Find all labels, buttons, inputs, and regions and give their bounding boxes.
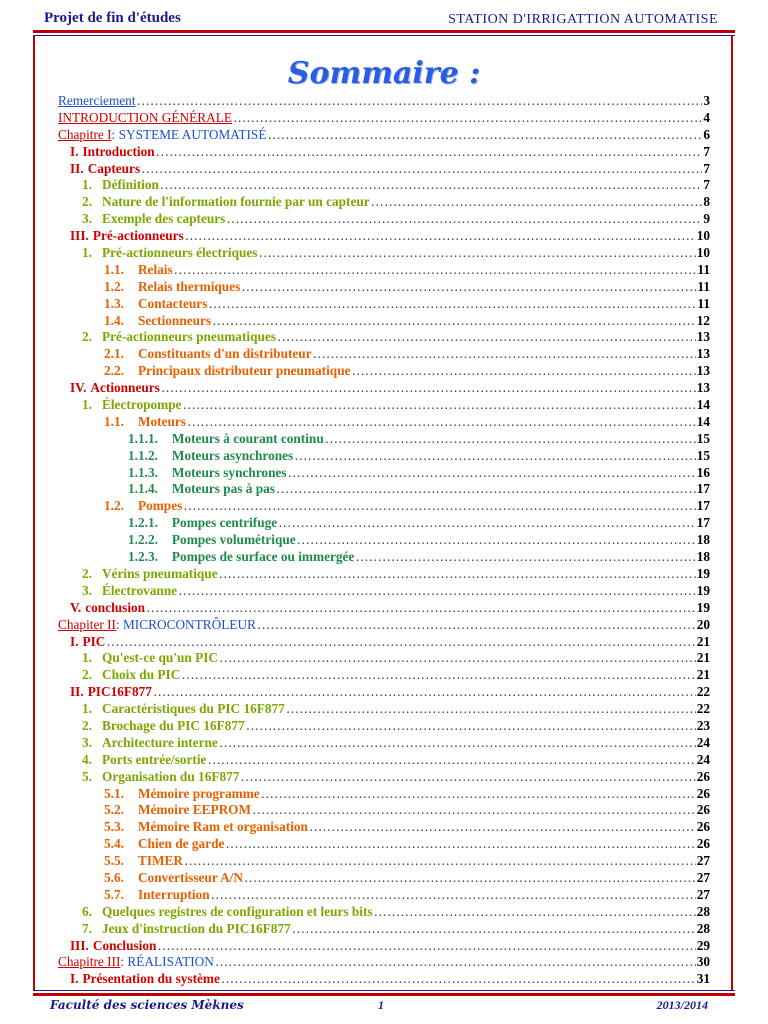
toc-entry-leader: [258, 245, 695, 261]
toc-entry[interactable]: [58, 667, 710, 684]
toc-entry-page: 29: [696, 937, 710, 953]
toc-entry[interactable]: [58, 735, 710, 752]
toc-entry-label: Brochage du PIC 16F877: [101, 717, 245, 733]
toc-entry-page: 17: [696, 481, 710, 497]
toc-entry-page: 26: [696, 768, 710, 784]
toc-entry-label: Présentation du système: [82, 971, 220, 987]
toc-entry-leader: [233, 110, 702, 126]
toc-entry[interactable]: [58, 296, 710, 313]
toc-entry-leader: [292, 921, 696, 937]
toc-entry-label: : RÉALISATION: [120, 954, 214, 970]
toc-entry-page: 27: [696, 853, 710, 869]
toc-entry-page: 19: [696, 582, 710, 598]
toc-entry[interactable]: [58, 313, 710, 330]
toc-entry-page: 14: [696, 413, 710, 429]
toc-entry-number: 6.: [82, 903, 92, 919]
toc-entry[interactable]: [58, 938, 710, 955]
toc-entry[interactable]: [58, 650, 710, 667]
toc-entry-number: 5.4.: [104, 836, 124, 852]
toc-entry-number: 2.1.: [104, 346, 124, 362]
toc-entry[interactable]: [58, 329, 710, 346]
toc-entry-page: 19: [696, 599, 710, 615]
toc-entry-label: Nature de l'information fournie par un capteur: [101, 194, 370, 210]
toc-entry-page: 13: [696, 380, 710, 396]
toc-entry-page: 17: [696, 515, 710, 531]
toc-entry-page: 14: [696, 397, 710, 413]
toc-entry-label: Pompes: [137, 498, 183, 514]
toc-entry-leader: [297, 532, 696, 548]
toc-entry-page: 7: [703, 143, 710, 159]
toc-entry-page: 15: [696, 447, 710, 463]
toc-entry-number: 2.: [82, 194, 92, 210]
toc-entry-label: Vérins pneumatique: [101, 565, 218, 581]
toc-entry-label: Mémoire EEPROM: [137, 802, 252, 818]
toc-entry-leader: [153, 684, 696, 700]
toc-entry-page: 13: [696, 363, 710, 379]
toc-entry-number: 1.2.2.: [128, 532, 158, 548]
toc-entry-leader: [246, 718, 696, 734]
toc-entry-leader: [352, 363, 696, 379]
toc-entry[interactable]: [58, 853, 710, 870]
toc-entry-label: Moteurs pas à pas: [171, 481, 275, 497]
toc-entry-number: III.: [70, 228, 89, 244]
toc-entry-label: Pré-actionneurs pneumatiques: [101, 329, 276, 345]
toc-entry-leader: [325, 431, 696, 447]
toc-entry-label: Convertisseur A/N: [137, 869, 243, 885]
toc-entry-number: 1.4.: [104, 312, 124, 328]
toc-entry-leader: [219, 650, 696, 666]
toc-entry-page: 24: [696, 751, 710, 767]
toc-entry-label: Moteurs à courant continu: [171, 430, 324, 446]
toc-entry-page: 21: [696, 650, 710, 666]
toc-entry[interactable]: [58, 211, 710, 228]
toc-entry-leader: [161, 380, 696, 396]
toc-entry-page: 26: [696, 785, 710, 801]
toc-entry-label: Actionneurs: [90, 380, 160, 396]
toc-entry-leader: [184, 853, 696, 869]
toc-entry[interactable]: [58, 414, 710, 431]
toc-entry-label: Constituants d'un distributeur: [137, 346, 312, 362]
toc-entry-number: 5.7.: [104, 886, 124, 902]
toc-entry[interactable]: [58, 93, 710, 110]
footer-page-number: 1: [378, 998, 384, 1012]
toc-entry-leader: [309, 819, 696, 835]
toc-entry-label: Définition: [101, 177, 159, 193]
toc-entry[interactable]: [58, 836, 710, 853]
toc-entry-leader: [219, 735, 696, 751]
toc-entry[interactable]: [58, 600, 710, 617]
toc-entry-label: Organisation du 16F877: [101, 768, 240, 784]
toc-entry[interactable]: [58, 245, 710, 262]
toc-entry[interactable]: [58, 921, 710, 938]
toc-entry-page: 26: [696, 819, 710, 835]
toc-entry-number: 2.: [82, 565, 92, 581]
toc-entry[interactable]: [58, 515, 710, 532]
toc-entry-leader: [240, 769, 695, 785]
toc-entry-page: 26: [696, 802, 710, 818]
toc-entry-page: 8: [703, 194, 710, 210]
toc-entry-number: 7.: [82, 920, 92, 936]
toc-entry-page: 4: [703, 109, 710, 125]
toc-entry[interactable]: [58, 870, 710, 887]
toc-entry-leader: [156, 144, 703, 160]
toc-entry-label: Jeux d'instruction du PIC16F877: [101, 920, 291, 936]
toc-entry-page: 23: [696, 717, 710, 733]
toc-entry[interactable]: [58, 971, 710, 988]
toc-entry-number: 1.1.: [104, 413, 124, 429]
toc-entry[interactable]: [58, 549, 710, 566]
toc-entry-number: 1.1.2.: [128, 447, 158, 463]
toc-entry[interactable]: [58, 397, 710, 414]
toc-entry[interactable]: [58, 498, 710, 515]
toc-entry-number: 5.1.: [104, 785, 124, 801]
toc-entry-label: TIMER: [137, 853, 184, 869]
toc-entry-page: 30: [696, 954, 710, 970]
toc-entry[interactable]: [58, 262, 710, 279]
toc-entry-leader: [183, 397, 696, 413]
toc-entry-label: Relais: [137, 261, 173, 277]
toc-entry-leader: [137, 93, 703, 109]
toc-entry-label: Contacteurs: [137, 295, 208, 311]
toc-entry-page: 13: [696, 329, 710, 345]
toc-entry-number: 1.2.: [104, 498, 124, 514]
toc-entry-leader: [278, 515, 696, 531]
toc-entry-leader: [313, 346, 696, 362]
toc-entry-leader: [288, 465, 696, 481]
toc-entry-number: 5.6.: [104, 869, 124, 885]
toc-entry[interactable]: [58, 127, 710, 144]
toc-entry-label: conclusion: [85, 599, 146, 615]
toc-entry-leader: [252, 802, 696, 818]
toc-entry-leader: [178, 583, 696, 599]
toc-entry-number: 1.1.1.: [128, 430, 158, 446]
toc-entry-label: Choix du PIC: [101, 667, 181, 683]
toc-entry-label: INTRODUCTION GÉNÉRALE: [58, 109, 232, 125]
toc-entry-leader: [226, 211, 702, 227]
toc-entry-number: Chapiter II: [58, 616, 116, 632]
toc-entry[interactable]: [58, 228, 710, 245]
toc-entry-page: 21: [696, 667, 710, 683]
toc-entry-leader: [371, 194, 703, 210]
toc-entry-leader: [219, 566, 696, 582]
toc-entry-number: 3.: [82, 582, 92, 598]
table-of-contents: [58, 93, 710, 988]
toc-entry[interactable]: [58, 161, 710, 178]
toc-entry-page: 27: [696, 869, 710, 885]
toc-entry-leader: [355, 549, 695, 565]
toc-entry-number: 2.2.: [104, 363, 124, 379]
toc-entry-leader: [212, 313, 696, 329]
toc-entry-page: 7: [703, 177, 710, 193]
toc-entry-label: Interruption: [137, 886, 210, 902]
toc-entry-label: Principaux distributeur pneumatique: [137, 363, 351, 379]
toc-entry-page: 6: [703, 126, 710, 142]
toc-entry-number: V.: [70, 599, 82, 615]
toc-entry-label: Mémoire Ram et organisation: [137, 819, 308, 835]
toc-entry[interactable]: [58, 194, 710, 211]
toc-entry-leader: [286, 701, 696, 717]
footer-year: 2013/2014: [656, 998, 708, 1012]
toc-entry-leader: [276, 481, 696, 497]
toc-entry-page: 18: [696, 549, 710, 565]
toc-entry-leader: [160, 177, 702, 193]
toc-entry-number: 1.3.: [104, 295, 124, 311]
header-project-title: Projet de fin d'études: [44, 10, 181, 26]
toc-entry-label: Quelques registres de configuration et leurs bits: [101, 903, 373, 919]
toc-entry-label: Exemple des capteurs: [101, 211, 226, 227]
toc-entry-label: Moteurs synchrones: [171, 464, 287, 480]
toc-entry-leader: [183, 498, 695, 514]
toc-entry-number: 1.: [82, 245, 92, 261]
toc-entry-page: 11: [697, 295, 710, 311]
toc-entry-label: Électropompe: [101, 397, 182, 413]
toc-entry-number: 3.: [82, 211, 92, 227]
toc-entry[interactable]: [58, 786, 710, 803]
toc-entry-page: 9: [703, 211, 710, 227]
toc-entry[interactable]: [58, 701, 710, 718]
toc-entry-leader: [157, 938, 695, 954]
toc-entry[interactable]: [58, 887, 710, 904]
toc-entry-number: 2.: [82, 329, 92, 345]
toc-entry-label: : SYSTEME AUTOMATISÉ: [111, 126, 267, 142]
toc-entry-page: 22: [696, 701, 710, 717]
toc-entry-number: 2.: [82, 667, 92, 683]
toc-entry[interactable]: [58, 465, 710, 482]
toc-entry[interactable]: [58, 363, 710, 380]
toc-entry-number: 1.: [82, 177, 92, 193]
toc-entry-page: 28: [696, 920, 710, 936]
toc-entry[interactable]: [58, 617, 710, 634]
toc-entry-page: 18: [696, 532, 710, 548]
toc-entry[interactable]: [58, 583, 710, 600]
toc-entry[interactable]: [58, 144, 710, 161]
toc-entry-page: 10: [696, 228, 710, 244]
toc-entry-number: IV.: [70, 380, 87, 396]
toc-entry-number: 1.2.3.: [128, 549, 158, 565]
toc-entry[interactable]: [58, 904, 710, 921]
toc-entry-label: PIC: [82, 633, 106, 649]
toc-entry-number: I.: [70, 633, 79, 649]
toc-entry[interactable]: [58, 448, 710, 465]
toc-entry-leader: [207, 752, 695, 768]
toc-entry-leader: [244, 870, 696, 886]
toc-entry-label: Pré-actionneurs: [92, 228, 184, 244]
header-document-title: STATION D'IRRIGATTION AUTOMATISE: [448, 12, 718, 27]
toc-entry-page: 17: [696, 498, 710, 514]
toc-entry-page: 11: [697, 278, 710, 294]
toc-entry-number: 1.2.1.: [128, 515, 158, 531]
toc-entry-leader: [208, 296, 696, 312]
toc-entry[interactable]: [58, 177, 710, 194]
toc-entry-number: I.: [70, 971, 79, 987]
toc-entry-label: Pré-actionneurs électriques: [101, 245, 258, 261]
toc-entry-leader: [141, 161, 702, 177]
toc-entry-number: 5.2.: [104, 802, 124, 818]
toc-entry-page: 27: [696, 886, 710, 902]
toc-entry-number: 1.1.: [104, 261, 124, 277]
toc-entry-page: 11: [697, 261, 710, 277]
toc-entry[interactable]: [58, 380, 710, 397]
toc-entry-leader: [185, 228, 696, 244]
toc-entry[interactable]: [58, 634, 710, 651]
toc-entry-number: 5.: [82, 768, 92, 784]
toc-entry-page: 13: [696, 346, 710, 362]
toc-entry[interactable]: [58, 110, 710, 127]
toc-entry-page: 19: [696, 565, 710, 581]
toc-entry-page: 16: [696, 464, 710, 480]
toc-entry[interactable]: [58, 819, 710, 836]
toc-entry-page: 7: [703, 160, 710, 176]
toc-entry-number: 1.: [82, 397, 92, 413]
footer-faculty: Faculté des sciences Mèknes: [50, 998, 244, 1012]
toc-entry-label: Pompes centrifuge: [171, 515, 278, 531]
toc-entry-label: Mémoire programme: [137, 785, 260, 801]
toc-entry-number: 1.1.4.: [128, 481, 158, 497]
footer-rule-blue: [33, 990, 735, 991]
toc-entry-number: II.: [70, 160, 84, 176]
toc-entry-label: Remerciement: [58, 93, 136, 108]
toc-entry-leader: [181, 667, 695, 683]
toc-entry-label: Pompes volumétrique: [171, 532, 296, 548]
toc-entry-label: Relais thermiques: [137, 278, 241, 294]
toc-entry-page: 20: [696, 616, 710, 632]
toc-entry-leader: [174, 262, 697, 278]
toc-entry-leader: [215, 954, 696, 970]
toc-entry[interactable]: [58, 346, 710, 363]
toc-entry-number: I.: [70, 143, 79, 159]
toc-entry-leader: [211, 887, 696, 903]
toc-entry-number: 5.5.: [104, 853, 124, 869]
toc-entry-label: Moteurs asynchrones: [171, 447, 294, 463]
toc-entry-page: 21: [696, 633, 710, 649]
toc-entry-number: 4.: [82, 751, 92, 767]
toc-entry-number: 1.: [82, 701, 92, 717]
toc-entry-label: Capteurs: [87, 160, 141, 176]
toc-entry-page: 24: [696, 734, 710, 750]
toc-entry[interactable]: [58, 802, 710, 819]
toc-entry-number: II.: [70, 684, 84, 700]
toc-entry-label: Électrovanne: [101, 582, 178, 598]
footer-rule-red: [33, 993, 735, 996]
page-title: Sommaire :: [287, 56, 481, 91]
toc-entry-page: 15: [696, 430, 710, 446]
toc-entry[interactable]: [58, 532, 710, 549]
toc-entry[interactable]: [58, 279, 710, 296]
toc-entry-label: Introduction: [82, 143, 155, 159]
toc-entry-number: Chapitre III: [58, 954, 121, 970]
toc-entry-label: Ports entrée/sortie: [101, 751, 207, 767]
toc-entry-leader: [241, 279, 696, 295]
toc-entry-number: 3.: [82, 734, 92, 750]
toc-entry-leader: [374, 904, 696, 920]
toc-entry-leader: [294, 448, 696, 464]
toc-entry-label: Qu'est-ce qu'un PIC: [101, 650, 218, 666]
toc-entry-page: 22: [696, 684, 710, 700]
toc-entry-label: Chien de garde: [137, 836, 225, 852]
toc-entry-page: 12: [696, 312, 710, 328]
toc-entry-label: Caractéristiques du PIC 16F877: [101, 701, 285, 717]
toc-entry-page: 31: [696, 971, 710, 987]
toc-entry[interactable]: [58, 684, 710, 701]
toc-entry-leader: [221, 971, 696, 987]
toc-entry-leader: [267, 127, 702, 143]
toc-entry-page: 3: [703, 93, 710, 108]
toc-entry[interactable]: [58, 566, 710, 583]
toc-entry-number: 2.: [82, 717, 92, 733]
toc-entry-page: 26: [696, 836, 710, 852]
toc-entry-leader: [277, 329, 696, 345]
toc-entry-label: PIC16F877: [87, 684, 152, 700]
toc-entry-number: Chapitre I: [58, 126, 112, 142]
toc-entry-leader: [106, 634, 695, 650]
toc-entry-label: Sectionneurs: [137, 312, 212, 328]
toc-entry-number: 1.: [82, 650, 92, 666]
toc-entry-number: 1.1.3.: [128, 464, 158, 480]
toc-entry-leader: [146, 600, 696, 616]
toc-entry-number: III.: [70, 937, 89, 953]
toc-entry-number: 1.2.: [104, 278, 124, 294]
header-rule-red: [33, 30, 735, 33]
toc-entry-label: Conclusion: [92, 937, 157, 953]
toc-entry-number: 5.3.: [104, 819, 124, 835]
toc-entry-label: Pompes de surface ou immergée: [171, 549, 355, 565]
toc-entry[interactable]: [58, 431, 710, 448]
toc-entry-page: 10: [696, 245, 710, 261]
toc-entry-leader: [257, 617, 696, 633]
toc-entry-label: Moteurs: [137, 413, 186, 429]
toc-entry[interactable]: [58, 481, 710, 498]
toc-entry-leader: [261, 786, 696, 802]
toc-entry[interactable]: [58, 752, 710, 769]
toc-entry-page: 28: [696, 903, 710, 919]
toc-entry[interactable]: [58, 769, 710, 786]
toc-entry[interactable]: [58, 954, 710, 971]
toc-entry[interactable]: [58, 718, 710, 735]
toc-entry-leader: [187, 414, 696, 430]
toc-entry-label: Architecture interne: [101, 734, 218, 750]
toc-entry-leader: [225, 836, 695, 852]
toc-entry-label: : MICROCONTRÔLEUR: [115, 616, 256, 632]
